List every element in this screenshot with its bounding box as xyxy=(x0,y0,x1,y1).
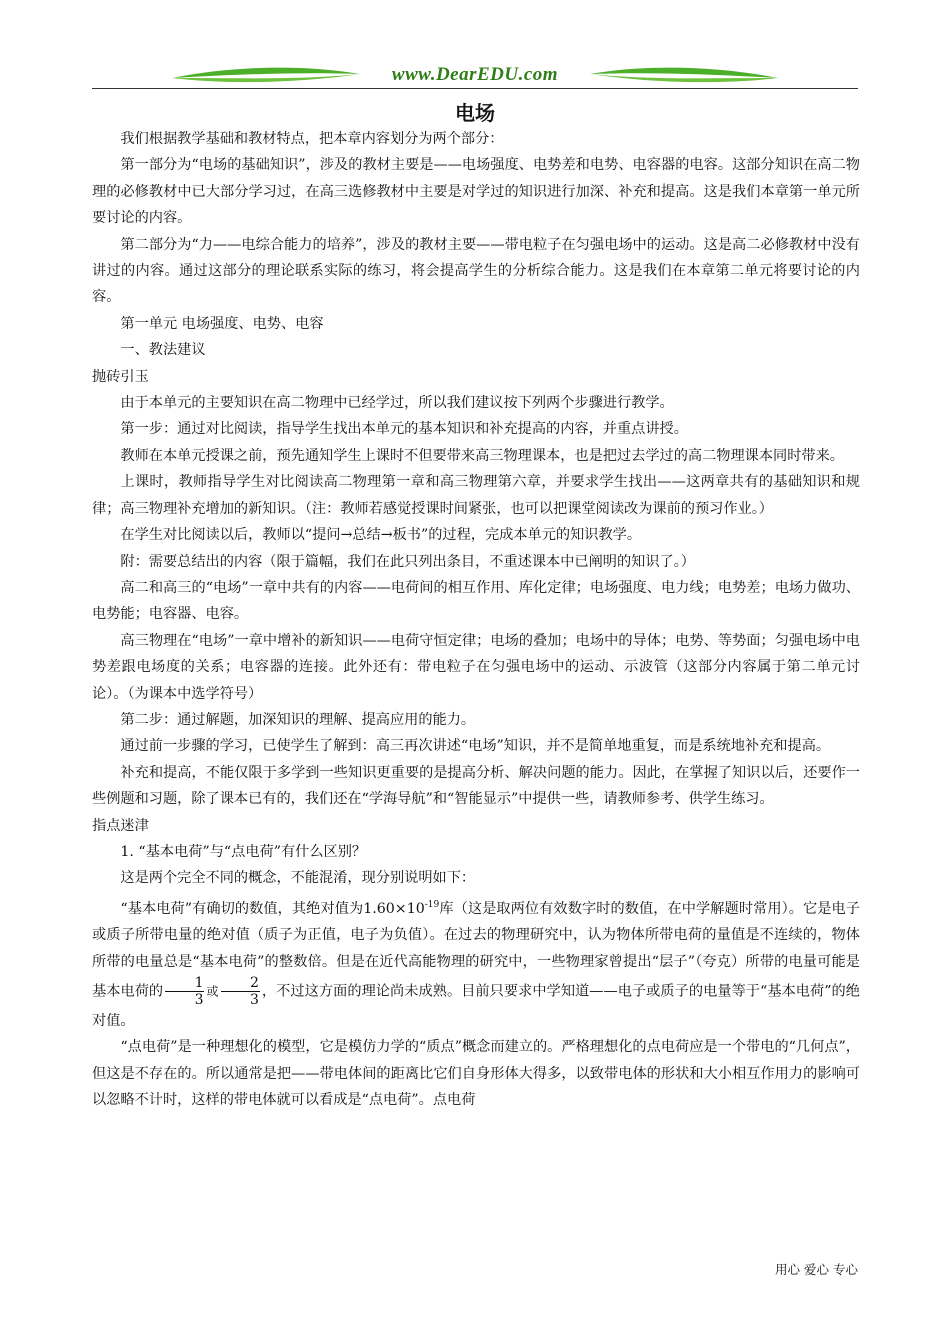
fraction-numerator: 1 xyxy=(165,975,204,992)
site-header-banner xyxy=(92,60,858,90)
page-footer: 用心 爱心 专心 xyxy=(775,1262,858,1277)
paragraph: 补充和提高，不能仅限于多学到一些知识更重要的是提高分析、解决问题的能力。因此，在掌握了知识以后，还要作一些例题和习题，除了课本已有的，我们还在“学海导航”和“智能显示”中提供一些，请教师参考、供学生练习。 xyxy=(92,764,860,808)
paragraph: 第二步：通过解题，加深知识的理解、提高应用的能力。 xyxy=(120,711,476,728)
fraction-two-thirds xyxy=(221,975,260,1008)
subsection-heading: 指点迷津 xyxy=(92,817,149,834)
paragraph: 通过前一步骤的学习，已使学生了解到：高三再次讲述“电场”知识，并不是简单地重复，而是系统地补充和提高。 xyxy=(120,738,831,755)
question-heading: 1. “基本电荷”与“点电荷”有什么区别？ xyxy=(120,843,367,860)
fraction-denominator: 3 xyxy=(249,992,259,1008)
text-span: 库（这是取两位有效数字时的数值，在中学解题时常用）。它是电子或质子所带电量的绝对值（质子为正值，电子为负值）。在过去的物理研究中，认为物体所带电荷的量值是不连续的，物体所带的电量总是“基本电荷”的整数倍。但是在近代高能物理的研究中，一些物理家曾提出“层子”（夸克）所带的电量可能是基本电荷的 xyxy=(92,900,861,1000)
fraction-numerator: 2 xyxy=(221,975,260,992)
fraction-denominator: 3 xyxy=(194,992,204,1008)
document-body xyxy=(92,126,860,1114)
paragraph: 由于本单元的主要知识在高二物理中已经学过，所以我们建议按下列两个步骤进行教学。 xyxy=(120,395,674,412)
exponent-superscript: -19 xyxy=(424,899,440,910)
header-rule xyxy=(92,88,858,89)
document-title: 电场 xyxy=(455,101,495,125)
paragraph: 在学生对比阅读以后，教师以“提问→总结→板书”的过程，完成本单元的知识教学。 xyxy=(120,527,642,544)
site-logo-text: www.DearEDU.com xyxy=(391,64,559,85)
paragraph: 这是两个完全不同的概念，不能混淆，现分别说明如下： xyxy=(120,870,476,887)
text-span: 或 xyxy=(206,984,219,999)
paragraph: 第二部分为“力——电综合能力的培养”，涉及的教材主要——带电粒子在匀强电场中的运动。这是高二必修教材中没有讲过的内容。通过这部分的理论联系实际的练习，将会提高学生的分析综合能力。这是我们在本章第二单元将要讨论的内容。 xyxy=(92,236,860,306)
subsection-heading: 抛砖引玉 xyxy=(92,368,149,385)
paragraph: 教师在本单元授课之前，预先通知学生上课时不但要带来高三物理课本，也是把过去学过的高二物理课本同时带来。 xyxy=(120,447,844,464)
paragraph: 第一部分为“电场的基础知识”，涉及的教材主要是——电场强度、电势差和电势、电容器的电容。这部分知识在高二物理的必修教材中已大部分学习过，在高三选修教材中主要是对学过的知识进行加深、补充和提高。这是我们本章第一单元所要讨论的内容。 xyxy=(92,157,860,227)
paragraph: 高三物理在“电场”一章中增补的新知识——电荷守恒定律；电场的叠加；电场中的导体；电势、等势面；匀强电场中电势差跟电场度的关系；电容器的连接。此外还有：带电粒子在匀强电场中的运动、示波管（这部分内容属于第二单元讨论）。（为课本中选学符号） xyxy=(92,632,860,702)
text-span: ，不过这方面的理论尚未成熟。目前只要求中学知道——电子或质子的电量等于“基本电荷”的绝对值。 xyxy=(92,983,860,1029)
section-heading: 一、教法建议 xyxy=(120,342,206,359)
section-heading: 第一单元 电场强度、电势、电容 xyxy=(120,315,324,332)
paragraph: 我们根据教学基础和教材特点，把本章内容划分为两个部分： xyxy=(120,131,504,147)
paragraph: 上课时，教师指导学生对比阅读高二物理第一章和高三物理第六章，并要求学生找出——这两章共有的基础知识和规律；高三物理补充增加的新知识。（注：教师若感觉授课时间紧张，也可以把课堂阅读改为课前的预习作业。） xyxy=(92,474,860,517)
paragraph: 第一步：通过对比阅读，指导学生找出本单元的基本知识和补充提高的内容，并重点讲授。 xyxy=(120,421,688,438)
paragraph-elementary-charge xyxy=(92,892,860,1035)
paragraph: 附：需要总结出的内容（限于篇幅，我们在此只列出条目，不重述课本中已阐明的知识了。） xyxy=(120,553,695,570)
fraction-one-third xyxy=(165,975,204,1008)
paragraph: 高二和高三的“电场”一章中共有的内容——电荷间的相互作用、库化定律；电场强度、电力线；电势差；电场力做功、电势能；电容器、电容。 xyxy=(92,579,860,623)
text-span: “基本电荷”有确切的数值，其绝对值为1.60×10 xyxy=(120,900,425,917)
paragraph: “点电荷”是一种理想化的模型，它是模仿力学的“质点”概念而建立的。严格理想化的点电荷应是一个带电的“几何点”，但这是不存在的。所以通常是把——带电体间的距离比它们自身形体大得多，以致带电体的形状和大小相互作用力的影响可以忽略不计时，这样的带电体就可以看成是“点电荷”。点电荷 xyxy=(92,1039,860,1109)
